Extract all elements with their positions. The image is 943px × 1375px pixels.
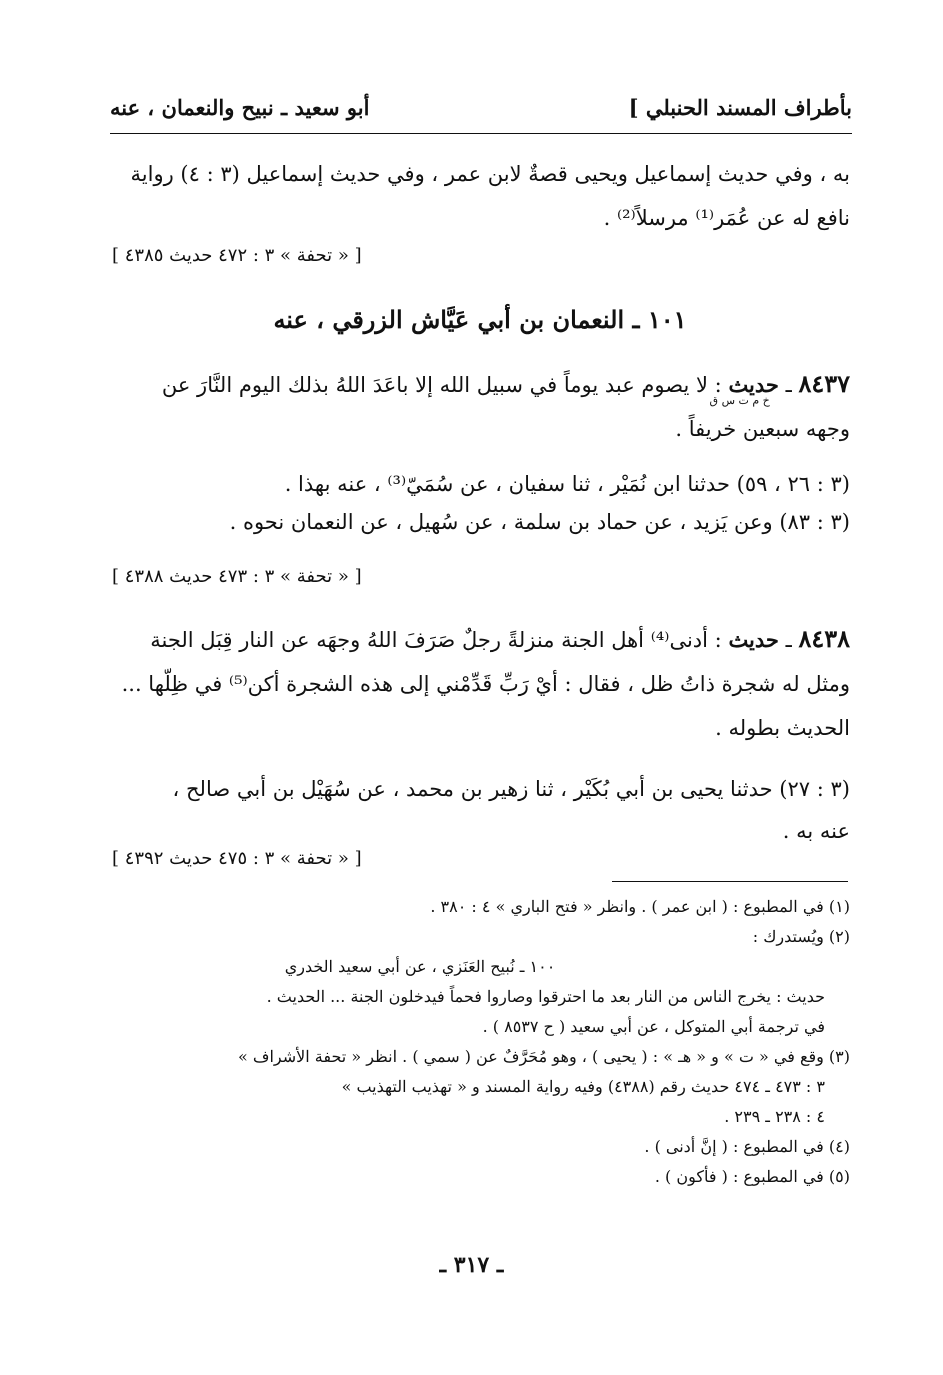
hadith-8438-line-3: الحديث بطوله . — [715, 716, 850, 740]
continuation-line-1: به ، وفي حديث إسماعيل ويحيى قصةٌ لابن عمر ، وفي حديث إسماعيل (٣ : ٤) رواية — [130, 162, 850, 186]
footnote-5: (٥) في المطبوع : ( فأكون ) . — [654, 1167, 850, 1186]
hadith-8437-sources — [110, 465, 850, 541]
hadith-8437 — [110, 362, 850, 451]
continuation-line-2: نافع له عن عُمَر⁽¹⁾ مرسلاً⁽²⁾ . — [603, 206, 850, 230]
footnote-3-line-2: ٣ : ٤٧٣ ـ ٤٧٤ حديث رقم (٤٣٨٨) وفيه رواية المسند و « تهذيب التهذيب » — [341, 1077, 825, 1096]
footnote-2-text: حديث : يخرج الناس من النار بعد ما احترقوا وصاروا فحماً فيدخلون الجنة ... الحديث . — [266, 987, 825, 1006]
footnote-3-line-1: (٣) وقع في « ت » و « هـ » : ( يحيى ) ، وهو مُحَرَّفٌ عن ( سمي ) . انظر « تحفة الأشراف » — [238, 1047, 850, 1066]
section-title: ١٠١ ـ النعمان بن أبي عَيَّاش الزرقي ، عنه — [273, 305, 687, 334]
footnotes — [110, 892, 850, 1192]
hadith-8437-line-2: وجهه سبعين خريفاً . — [675, 417, 850, 441]
footnote-2: (٢) ويُستدرك : — [752, 927, 850, 946]
hadith-label: حديث — [728, 372, 779, 397]
footnote-4: (٤) في المطبوع : ( إنَّ أدنى ) . — [644, 1137, 850, 1156]
tuhfa-reference-2: [ « تحفة » ٣ : ٤٧٣ حديث ٤٣٨٨ ] — [112, 566, 362, 587]
footnote-2-title: ١٠٠ ـ نُبيح العَنَزي ، عن أبي سعيد الخدري — [284, 957, 556, 976]
hadith-8438-line-1: ٨٤٣٨ ـ حديث : أدنى⁽⁴⁾ أهل الجنة منزلةً رجلٌ صَرَفَ اللهُ وجهَه عن النار قِبَل الجنة — [150, 624, 850, 653]
hadith-number: ٨٤٣٨ — [798, 624, 850, 653]
hadith-8437-line-1: ٨٤٣٧ ـ حديث خ م ت س ق : لا يصوم عبد يوماً في سبيل الله إلا باعَدَ اللهُ بذلك اليوم النَّارَ عن — [161, 369, 850, 407]
source-line-1: (٣ : ٢٧) حدثنا يحيى بن أبي بُكَيْر ، ثنا زهير بن محمد ، عن سُهَيْل بن أبي صالح ، — [172, 777, 850, 801]
running-header — [110, 95, 852, 129]
footnote-1: (١) في المطبوع : ( ابن عمر ) . وانظر « فتح الباري » ٤ : ٣٨٠ . — [430, 897, 850, 916]
page-number: ـ ٣١٧ ـ — [439, 1252, 504, 1278]
header-section-title: أبو سعيد ـ نبيح والنعمان ، عنه — [110, 95, 370, 120]
hadith-8438-line-2: ومثل له شجرة ذاتُ ظل ، فقال : أيْ رَبِّ قَدِّمْني إلى هذه الشجرة أكن⁽⁵⁾ في ظِلّها ... — [121, 672, 850, 696]
hadith-text: أدنى⁽⁴⁾ أهل الجنة منزلةً رجلٌ صَرَفَ اللهُ وجهَه عن النار قِبَل الجنة — [150, 628, 708, 652]
header-rule — [110, 133, 852, 134]
footnote-rule — [612, 881, 848, 882]
hadith-8438 — [110, 617, 850, 750]
tuhfa-reference-1: [ « تحفة » ٣ : ٤٧٢ حديث ٤٣٨٥ ] — [112, 245, 362, 266]
hadith-sigla: خ م ت س ق — [709, 394, 770, 407]
footnote-2-text-2: في ترجمة أبي المتوكل ، عن أبي سعيد ( ح ٨٥٣٧ ) . — [482, 1017, 825, 1036]
hadith-8438-sources — [110, 770, 850, 850]
hadith-text: لا يصوم عبد يوماً في سبيل الله إلا باعَدَ اللهُ بذلك اليوم النَّارَ عن — [161, 373, 708, 397]
header-book-title: بأطراف المسند الحنبلي ] — [628, 95, 852, 120]
hadith-label: حديث — [728, 627, 779, 652]
source-line-1: (٣ : ٢٦ ، ٥٩) حدثنا ابن نُمَيْر ، ثنا سفيان ، عن سُمَيّ⁽³⁾ ، عنه بهذا . — [284, 472, 850, 496]
source-line-2: عنه به . — [782, 819, 850, 843]
hadith-number: ٨٤٣٧ — [798, 369, 850, 398]
footnote-3-line-3: ٤ : ٢٣٨ ـ ٢٣٩ . — [724, 1107, 825, 1126]
continuation-paragraph — [110, 152, 850, 240]
tuhfa-reference-3: [ « تحفة » ٣ : ٤٧٥ حديث ٤٣٩٢ ] — [112, 848, 362, 869]
source-line-2: (٣ : ٨٣) وعن يَزيد ، عن حماد بن سلمة ، عن سُهيل ، عن النعمان نحوه . — [229, 510, 850, 534]
